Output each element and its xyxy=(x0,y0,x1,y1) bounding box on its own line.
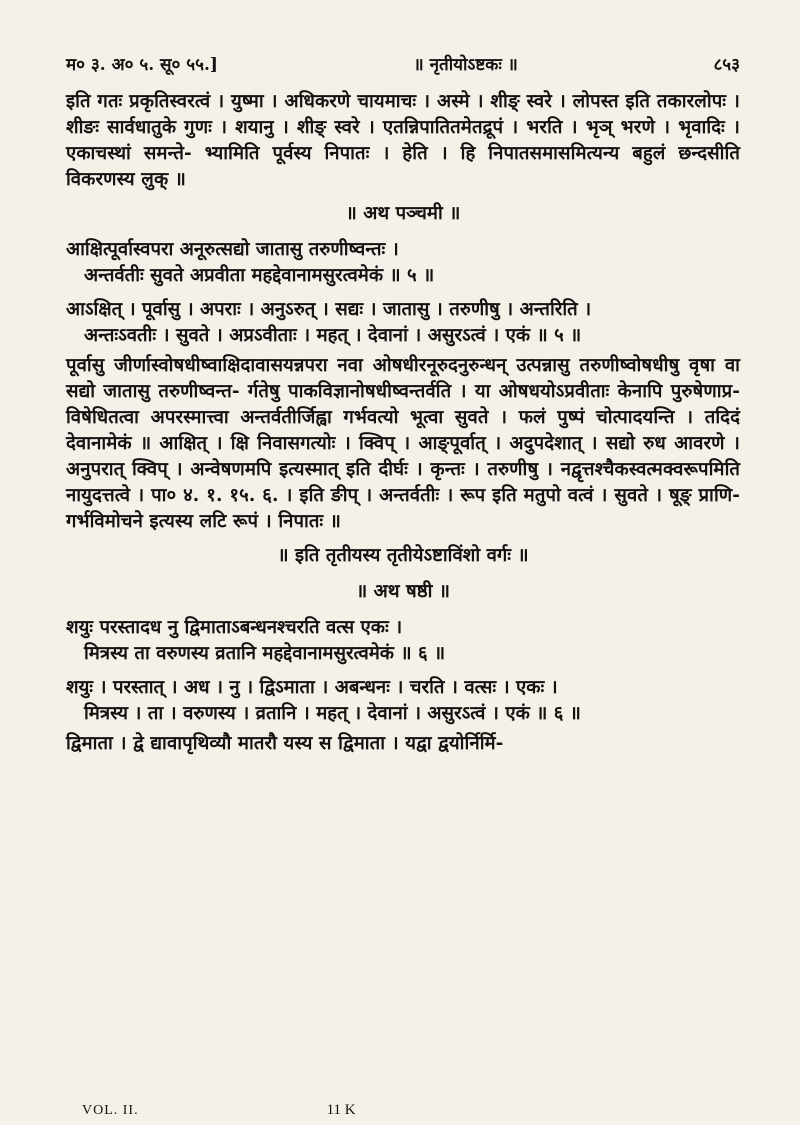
commentary-paragraph-2: पूर्वासु जीर्णास्वोषधीष्वाक्षिदावासयन्नपरा नवा ओषधीरनूरुदनुरुन्धन् उत्पन्नासु तरुणीष्वोषधीषु वृषा वा सद्यो जातासु तरुणीष्वन्त- र्गतेषु पाकविज्ञानोषधीष्वन्तर्वति । या ओषधयोऽप्रवीताः केनापि पुरुषेणाप्र- विषेधितत्वा अपरस्मात्त्वा अन्तर्वतीर्जिह्वा गर्भवत्यो भूत्वा सुवते । फलं पुष्पं चोत्पादयन्ति । तदिदं देवानामेकं ॥ आक्षित् । क्षि निवासगत्योः । क्विप् । आङ्पूर्वात् । अदुपदेशात् । सद्यो रुध आवरणे । अनुपरात् क्विप् । अन्वेषणमपि इत्यस्मात् इति दीर्घः । कृन्तः । तरुणीषु । नद्वृत्तश्चैकस्वत्मक्वरूपमिति नायुदत्तत्वे । पा० ४. १. १५. ६. । इति ङीप् । अन्तर्वतीः । रूप इति मतुपो वत्वं । सुवते । षूङ् प्राणि- गर्भविमोचने इत्यस्य लटि रूपं । निपातः ॥ xyxy=(66,355,740,532)
running-head xyxy=(66,52,740,75)
section-heading-sixth: ॥ अथ षष्ठी ॥ xyxy=(356,581,450,602)
pada-line: मित्रस्य । ता । वरुणस्य । व्रतानि । महत् । देवानां । असुरऽत्वं । एकं ॥ ६ ॥ xyxy=(84,703,581,724)
running-head-left: म० ३. अ० ५. सू० ५५.] xyxy=(66,55,218,75)
verse-6-padapatha xyxy=(66,675,740,727)
pada-line: शयुः । परस्तात् । अध । नु । द्विऽमाता । अबन्धनः । चरति । वत्सः । एकः । xyxy=(66,677,558,698)
page-footer xyxy=(82,1102,740,1119)
signature-mark: 11 K xyxy=(326,1102,356,1118)
pada-line: आऽक्षित् । पूर्वासु । अपराः । अनुऽरुत् । सद्यः । जातासु । तरुणीषु । अन्तरिति । xyxy=(66,299,592,320)
varga-colophon: ॥ इति तृतीयस्य तृतीयेऽष्टाविंशो वर्गः ॥ xyxy=(277,545,529,566)
pada-line: अन्तःऽवतीः । सुवते । अप्रऽवीताः । महत् । देवानां । असुरऽत्वं । एकं ॥ ५ ॥ xyxy=(84,325,582,346)
volume-label: VOL. II. xyxy=(82,1103,139,1118)
verse-6-samhita xyxy=(66,615,740,667)
verse-line: आक्षित्पूर्वास्वपरा अनूरुत्सद्यो जातासु तरुणीष्वन्तः । xyxy=(66,239,399,260)
commentary-paragraph-3: द्विमाता । द्वे द्यावापृथिव्यौ मातरौ यस्य स द्विमाता । यद्वा द्वयोर्निर्मि- xyxy=(66,733,504,754)
section-heading-fifth: ॥ अथ पञ्चमी ॥ xyxy=(345,203,461,224)
verse-5-padapatha xyxy=(66,297,740,349)
verse-line: शयुः परस्तादध नु द्विमाताऽबन्धनश्चरति वत्स एकः । xyxy=(66,617,403,638)
running-head-title: ॥ नृतीयोऽष्टकः ॥ xyxy=(413,55,518,75)
verse-line: मित्रस्य ता वरुणस्य व्रतानि महद्देवानामसुरत्वमेकं ॥ ६ ॥ xyxy=(84,643,446,664)
page-number: ८५३ xyxy=(713,55,740,75)
commentary-paragraph-1: इति गतः प्रकृतिस्वरत्वं । युष्मा । अधिकरणे चायमाचः । अस्मे । शीङ् स्वरे । लोपस्त इति तकारलोपः । शीङः सार्वधातुके गुणः । शयानु । शीङ् स्वरे । एतन्निपातितमेतद्रूपं । भरति । भृञ् भरणे । भृवादिः । एकाचस्थां समन्ते- भ्यामिति पूर्वस्य निपातः । हेति । हि निपातसमासमित्यन्य बहुलं छन्दसीति विकरणस्य लुक् ॥ xyxy=(66,91,740,190)
verse-5-samhita xyxy=(66,237,740,289)
verse-line: अन्तर्वतीः सुवते अप्रवीता महद्देवानामसुरत्वमेकं ॥ ५ ॥ xyxy=(84,265,435,286)
